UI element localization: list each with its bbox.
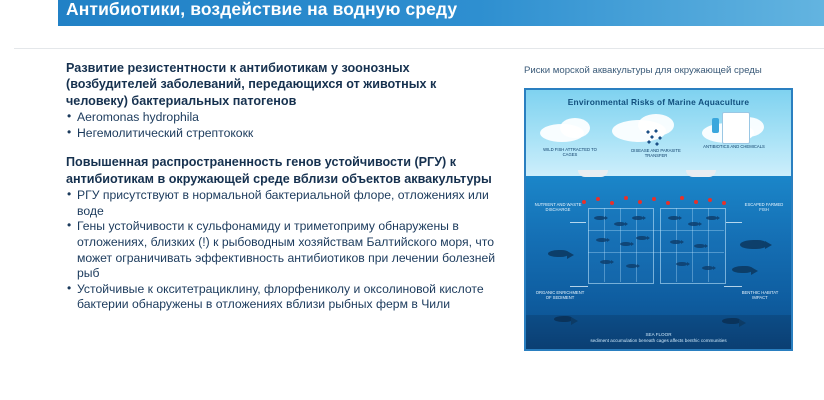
aquaculture-risks-figure xyxy=(524,88,793,351)
fish-icon xyxy=(636,236,647,240)
side-rail xyxy=(0,26,14,400)
fish-icon xyxy=(632,216,643,220)
label-antibiotics: ANTIBIOTICS AND CHEMICALS xyxy=(703,144,765,149)
red-particle xyxy=(722,201,726,205)
red-particle xyxy=(694,200,698,204)
cage-grid-line xyxy=(692,208,693,282)
red-particle xyxy=(610,201,614,205)
fish-icon xyxy=(706,216,717,220)
figure-bottom-note-sub: sediment accumulation beneath cages affects benthic communities xyxy=(590,338,727,343)
red-particle xyxy=(596,197,600,201)
red-particle xyxy=(582,200,586,204)
list-item: • РГУ присутствуют в нормальной бактериальной флоре, отложениях или воде xyxy=(66,188,496,219)
fish-icon xyxy=(676,262,687,266)
boat-icon xyxy=(686,170,716,177)
block-spacer xyxy=(66,141,496,154)
cage-grid-line xyxy=(588,252,724,253)
list-item: • Гены устойчивости к сульфонамиду и триметоприму обнаружены в отложениях, близких (!) к рыбоводным хозяйствам Балтийского моря, что может ограничивать эффективность антибиотиков при лечении болезней рыб xyxy=(66,219,496,281)
page-title: Антибиотики, воздействие на водную среду xyxy=(66,0,458,19)
footer-area xyxy=(0,378,824,400)
fish-icon xyxy=(596,238,607,242)
content-column xyxy=(66,60,496,313)
red-particle xyxy=(652,197,656,201)
block1-heading: Развитие резистентности к антибиотикам у зоонозных (возбудителей заболеваний, передающихся от животных к человеку) бактериальных патогенов xyxy=(66,61,437,108)
fish-icon xyxy=(600,260,611,264)
escaped-fish-icon xyxy=(732,266,752,273)
fish-icon xyxy=(694,244,705,248)
figure-caption: Риски морской аквакультуры для окружающей среды xyxy=(524,65,762,76)
label-wild-fish: WILD FISH ATTRACTED TO CAGES xyxy=(543,147,597,158)
red-particle xyxy=(624,196,628,200)
wild-fish-icon xyxy=(548,250,568,257)
escaped-fish-icon xyxy=(740,240,766,249)
arrow-right-lower xyxy=(724,286,742,287)
figure-bottom-note-title: SEA FLOOR xyxy=(645,332,672,337)
arrow-right xyxy=(726,222,742,223)
label-nutrient-waste: NUTRIENT AND WASTE DISCHARGE xyxy=(534,202,582,213)
label-benthic-impact: BENTHIC HABITAT IMPACT xyxy=(741,290,779,301)
red-particle xyxy=(666,201,670,205)
fish-icon xyxy=(688,222,699,226)
figure-bottom-note xyxy=(526,332,791,344)
arrow-left-lower xyxy=(570,286,588,287)
fish-icon xyxy=(626,264,637,268)
red-particle xyxy=(680,196,684,200)
fish-icon xyxy=(702,266,713,270)
block2-bullets xyxy=(66,188,496,313)
fish-icon xyxy=(614,222,625,226)
benthic-organism-icon xyxy=(722,318,740,324)
benthic-organism-icon xyxy=(554,316,572,322)
list-item: • Устойчивые к окситетрациклину, флорфениколу и оксолиновой кислоте бактерии обнаружены в отложениях вблизи рыбных ферм в Чили xyxy=(66,282,496,313)
list-item: • Aeromonas hydrophila xyxy=(66,110,496,126)
label-organic-enrichment: ORGANIC ENRICHMENT OF SEDIMENT xyxy=(535,290,585,301)
pathogen-dots-icon xyxy=(644,128,664,148)
label-escaped-fish: ESCAPED FARMED FISH xyxy=(744,202,784,213)
cage-grid-line xyxy=(588,230,724,231)
fish-icon xyxy=(668,216,679,220)
fish-icon xyxy=(670,240,681,244)
label-disease-transfer: DISEASE AND PARASITE TRANSFER xyxy=(631,148,681,159)
antibiotic-package-icon xyxy=(722,112,750,144)
cloud-icon xyxy=(560,118,590,138)
red-particle xyxy=(708,198,712,202)
fish-icon xyxy=(620,242,631,246)
boat-icon xyxy=(578,170,608,177)
figure-title: Environmental Risks of Marine Aquaculture xyxy=(567,97,750,107)
fish-icon xyxy=(594,216,605,220)
arrow-left xyxy=(570,222,586,223)
figure-column xyxy=(524,64,804,351)
block2-heading: Повышенная распространенность генов устойчивости (РГУ) к антибиотикам в окружающей среде вблизи объектов аквакультуры xyxy=(66,155,492,186)
block1-bullets xyxy=(66,110,496,141)
list-item: • Негемолитический стрептококк xyxy=(66,126,496,142)
header-divider xyxy=(0,26,824,49)
red-particle xyxy=(638,200,642,204)
antibiotic-vial-icon xyxy=(712,118,719,133)
